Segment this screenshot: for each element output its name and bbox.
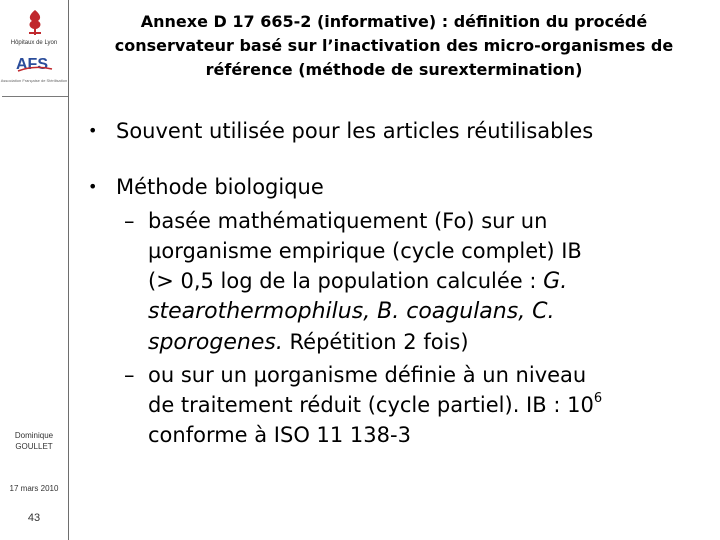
title-line-3: référence (méthode de surextermination) [205, 60, 583, 79]
author-first-name: Dominique [14, 431, 54, 440]
sidebar-divider [2, 96, 68, 97]
sub2-line-1: ou sur un µorganisme définie à un niveau [148, 363, 587, 387]
exponent: 6 [593, 391, 603, 406]
sub1-line-3-text: (> 0,5 log de la population calculée : [148, 269, 544, 293]
page-number: 43 [27, 512, 41, 524]
sub-item-cycle-partiel [86, 360, 706, 450]
bullet-icon: • [88, 177, 98, 196]
sidebar [0, 0, 68, 540]
title-line-2: conservateur basé sur l’inactivation des micro-organismes de [114, 36, 674, 55]
vertical-divider [68, 0, 69, 540]
afs-logo-icon [14, 52, 54, 74]
bullet-text: Souvent utilisée pour les articles réutilisables [116, 119, 594, 143]
author-name [0, 430, 68, 452]
sub1-line-2: µorganisme empirique (cycle complet) IB [148, 239, 582, 263]
sub1-line-5 [148, 327, 706, 358]
bullet-item-reutilisables [86, 116, 706, 146]
slide-title [76, 10, 712, 82]
dash-icon: – [124, 209, 135, 233]
afs-logo-text: AFS [16, 56, 48, 73]
sub2-line-3: conforme à ISO 11 138-3 [148, 423, 411, 447]
afs-caption: Association Française de Stérilisation [0, 78, 68, 83]
slide-body [86, 116, 706, 452]
sub1-tail-text: Répétition 2 fois) [282, 330, 469, 354]
sub2-line-2-text: de traitement réduit (cycle partiel). IB : 10 [148, 393, 594, 417]
bullet-icon: • [88, 121, 98, 140]
title-line-1: Annexe D 17 665-2 (informative) : définition du procédé [140, 12, 648, 31]
species-name-2: stearothermophilus, B. coagulans, C. [148, 299, 555, 324]
hospices-lyon-logo-icon [20, 8, 50, 38]
author-last-name: GOULLET [15, 442, 53, 451]
slide-date: 17 mars 2010 [9, 484, 59, 493]
sub-item-basee-mathematiquement [86, 206, 706, 358]
sub1-line-3 [148, 266, 706, 297]
species-name-3: sporogenes. [148, 330, 283, 355]
bullet-text: Méthode biologique [116, 175, 324, 199]
sub2-line-2 [148, 390, 706, 420]
species-name-1: G. [543, 269, 568, 294]
hospital-name: Hôpitaux de Lyon [10, 40, 58, 46]
sub1-line-1: basée mathématiquement (Fo) sur un [148, 209, 548, 233]
bullet-item-methode-biologique [86, 172, 706, 202]
dash-icon: – [124, 363, 135, 387]
